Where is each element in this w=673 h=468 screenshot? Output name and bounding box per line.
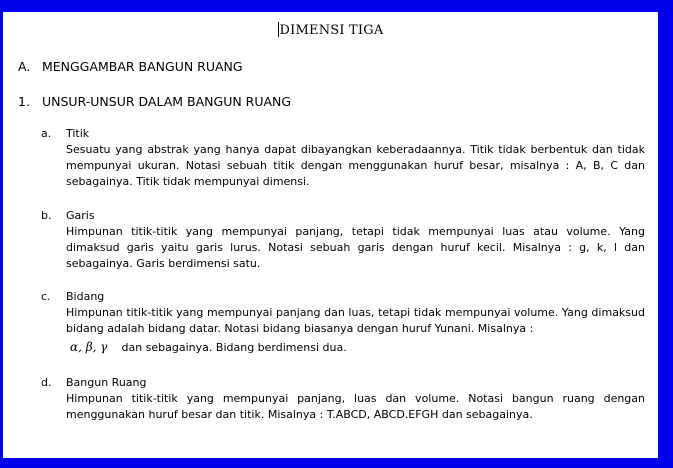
item-description: Himpunan titik-titik yang mempunyai panjang dan luas, tetapi tidak mempunyai volume. Yang dimaksud bidang adalah bidang datar. Notasi bidang biasanya dengan huruf Yunani. Misalnya :: [66, 306, 645, 335]
text-cursor: [278, 22, 279, 37]
list-item-bidang: [41, 289, 645, 356]
item-tail-text: dan sebagainya. Bidang berdimensi dua.: [121, 341, 347, 354]
page-title: [3, 22, 658, 38]
heading-number: A.: [18, 59, 31, 74]
list-item-titik: [41, 126, 645, 190]
item-description: Himpunan titik-titik yang mempunyai panjang, luas dan volume. Notasi bangun ruang dengan menggunakan huruf besar dan titik. Misalnya : T.ABCD, ABCD.EFGH dan sebagainya.: [66, 392, 645, 421]
item-letter: b.: [41, 209, 52, 222]
title-text: DIMENSI TIGA: [279, 23, 384, 38]
heading-section-a: [18, 59, 243, 74]
list-item-bangun-ruang: [41, 375, 645, 423]
item-description: Sesuatu yang abstrak yang hanya dapat dibayangkan keberadaannya. Titik tidak berbentuk dan tidak mempunyai ukuran. Notasi sebuah titik dengan menggunakan huruf besar, misalnya : A, B, C dan sebagainya. Titik tidak mempunyai dimensi.: [66, 143, 645, 188]
item-description-tail: [66, 339, 645, 356]
item-name: Titik: [66, 127, 90, 140]
heading-section-1: [18, 94, 291, 109]
item-description: Himpunan titik-titik yang mempunyai panjang, tetapi tidak mempunyai luas atau volume. Yang dimaksud garis yaitu garis lurus. Notasi sebuah garis dengan huruf kecil. Misalnya : g, k, l dan sebagainya. Garis berdimensi satu.: [66, 225, 645, 270]
document-page[interactable]: [3, 12, 658, 458]
item-name: Garis: [66, 209, 95, 222]
list-item-garis: [41, 208, 645, 272]
item-name: Bidang: [66, 290, 105, 303]
greek-letters: α, β, γ: [70, 340, 108, 354]
heading-label: MENGGAMBAR BANGUN RUANG: [42, 59, 243, 74]
heading-number: 1.: [18, 94, 30, 109]
item-letter: d.: [41, 376, 52, 389]
heading-label: UNSUR-UNSUR DALAM BANGUN RUANG: [42, 94, 292, 109]
item-letter: a.: [41, 127, 52, 140]
item-name: Bangun Ruang: [66, 376, 147, 389]
item-letter: c.: [41, 290, 51, 303]
